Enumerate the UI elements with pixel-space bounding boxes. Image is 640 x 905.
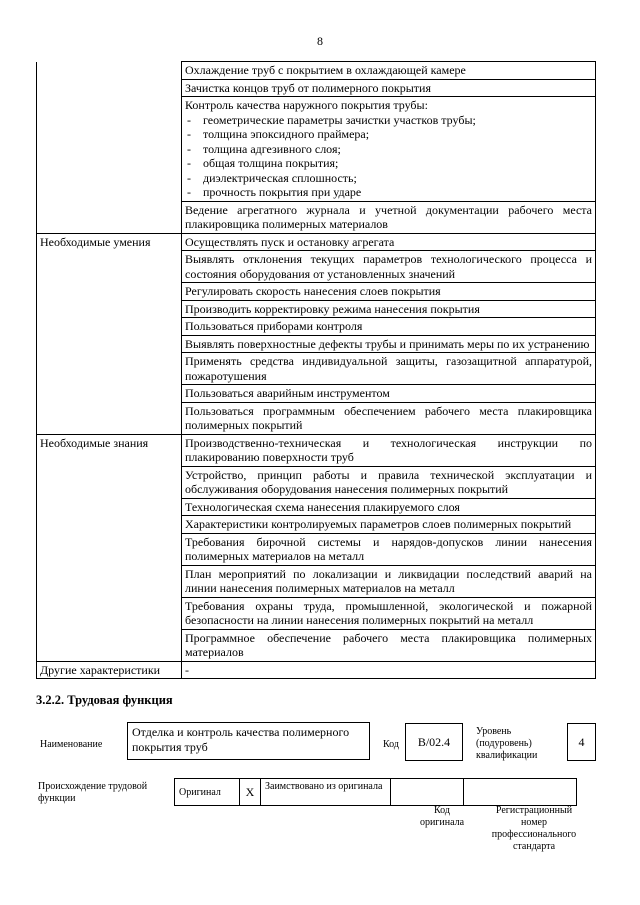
knowledge-cell: Требования бирочной системы и нарядов-допусков линии нанесения полимерных материалов на металл — [182, 533, 596, 565]
work-function-table — [36, 61, 596, 679]
borrowed-label: Заимствовано из оригинала — [261, 779, 391, 806]
origin-label: Происхождение трудовой функции — [38, 781, 148, 804]
table-row — [37, 434, 596, 466]
table-row — [37, 233, 596, 251]
knowledge-cell: Программное обеспечение рабочего места плакировщика полимерных материалов — [182, 629, 596, 661]
reg-number-cell — [464, 779, 577, 806]
quality-control-cell — [182, 97, 596, 202]
list-item: - диэлектрическая сплошность; — [187, 170, 357, 185]
knowledge-cell: Технологическая схема нанесения плакируемого слоя — [182, 498, 596, 516]
table-row — [37, 201, 596, 233]
other-value: - — [182, 661, 596, 679]
original-code-cell — [391, 779, 464, 806]
skill-cell: Осуществлять пуск и остановку агрегата — [182, 233, 596, 251]
code-label: Код — [383, 739, 399, 750]
skill-cell: Выявлять отклонения текущих параметров технологического процесса и состояния оборудования от установленных значений — [182, 251, 596, 283]
list-item: - прочность покрытия при ударе — [187, 185, 362, 199]
original-label: Оригинал — [175, 779, 240, 806]
skill-cell: Пользоваться аварийным инструментом — [182, 385, 596, 403]
page-number: 8 — [317, 34, 323, 48]
code-field: B/02.4 — [405, 723, 463, 761]
name-label: Наименование — [40, 739, 103, 750]
table-row — [37, 97, 596, 202]
quality-control-title: Контроль качества наружного покрытия трубы: — [185, 98, 428, 112]
skills-label: Необходимые умения — [37, 233, 182, 434]
action-cell: Охлаждение труб с покрытием в охлаждающей камере — [182, 62, 596, 80]
level-field: 4 — [567, 723, 596, 761]
list-item: - геометрические параметры зачистки участков трубы; — [187, 112, 476, 127]
knowledge-cell: Устройство, принцип работы и правила технической эксплуатации и обслуживания оборудования нанесения полимерных покрытий — [182, 466, 596, 498]
knowledge-label: Необходимые знания — [37, 434, 182, 661]
skill-cell: Выявлять поверхностные дефекты трубы и принимать меры по их устранению — [182, 335, 596, 353]
original-mark: X — [240, 779, 261, 806]
list-item: - толщина эпоксидного праймера; — [187, 127, 370, 141]
skill-cell: Пользоваться программным обеспечением рабочего места плакировщика полимерных покрытий — [182, 402, 596, 434]
table-row — [37, 79, 596, 97]
table-row — [37, 661, 596, 679]
knowledge-cell: Характеристики контролируемых параметров слоев полимерных покрытий — [182, 516, 596, 534]
skill-cell: Регулировать скорость нанесения слоев покрытия — [182, 283, 596, 301]
skill-cell: Производить корректировку режима нанесения покрытия — [182, 300, 596, 318]
reg-number-caption: Регистрационный номер профессионального стандарта — [491, 805, 577, 852]
action-cell: Зачистка концов труб от полимерного покрытия — [182, 79, 596, 97]
knowledge-cell: План мероприятий по локализации и ликвидации последствий аварий на линии нанесения полимерных материалов на металл — [182, 565, 596, 597]
skill-cell: Пользоваться приборами контроля — [182, 318, 596, 336]
section-title: 3.2.2. Трудовая функция — [36, 693, 173, 707]
other-label: Другие характеристики — [37, 661, 182, 679]
knowledge-cell: Производственно-техническая и технологическая инструкции по плакированию поверхности труб — [182, 434, 596, 466]
table-row — [37, 62, 596, 80]
knowledge-cell: Требования охраны труда, промышленной, экологической и пожарной безопасности на линии нанесения полимерных покрытий на металл — [182, 597, 596, 629]
function-name-field: Отделка и контроль качества полимерного покрытия труб — [127, 722, 370, 760]
list-item: - общая толщина покрытия; — [187, 156, 339, 170]
action-cell: Ведение агрегатного журнала и учетной документации рабочего места плакировщика полимерных материалов — [182, 201, 596, 233]
level-label: Уровень (подуровень) квалификации — [476, 726, 538, 761]
skill-cell: Применять средства индивидуальной защиты, газозащитной аппаратурой, пожаротушения — [182, 353, 596, 385]
original-code-caption: Код оригинала — [419, 805, 465, 828]
list-item: - толщина адгезивного слоя; — [187, 141, 341, 156]
origin-table — [174, 778, 577, 806]
